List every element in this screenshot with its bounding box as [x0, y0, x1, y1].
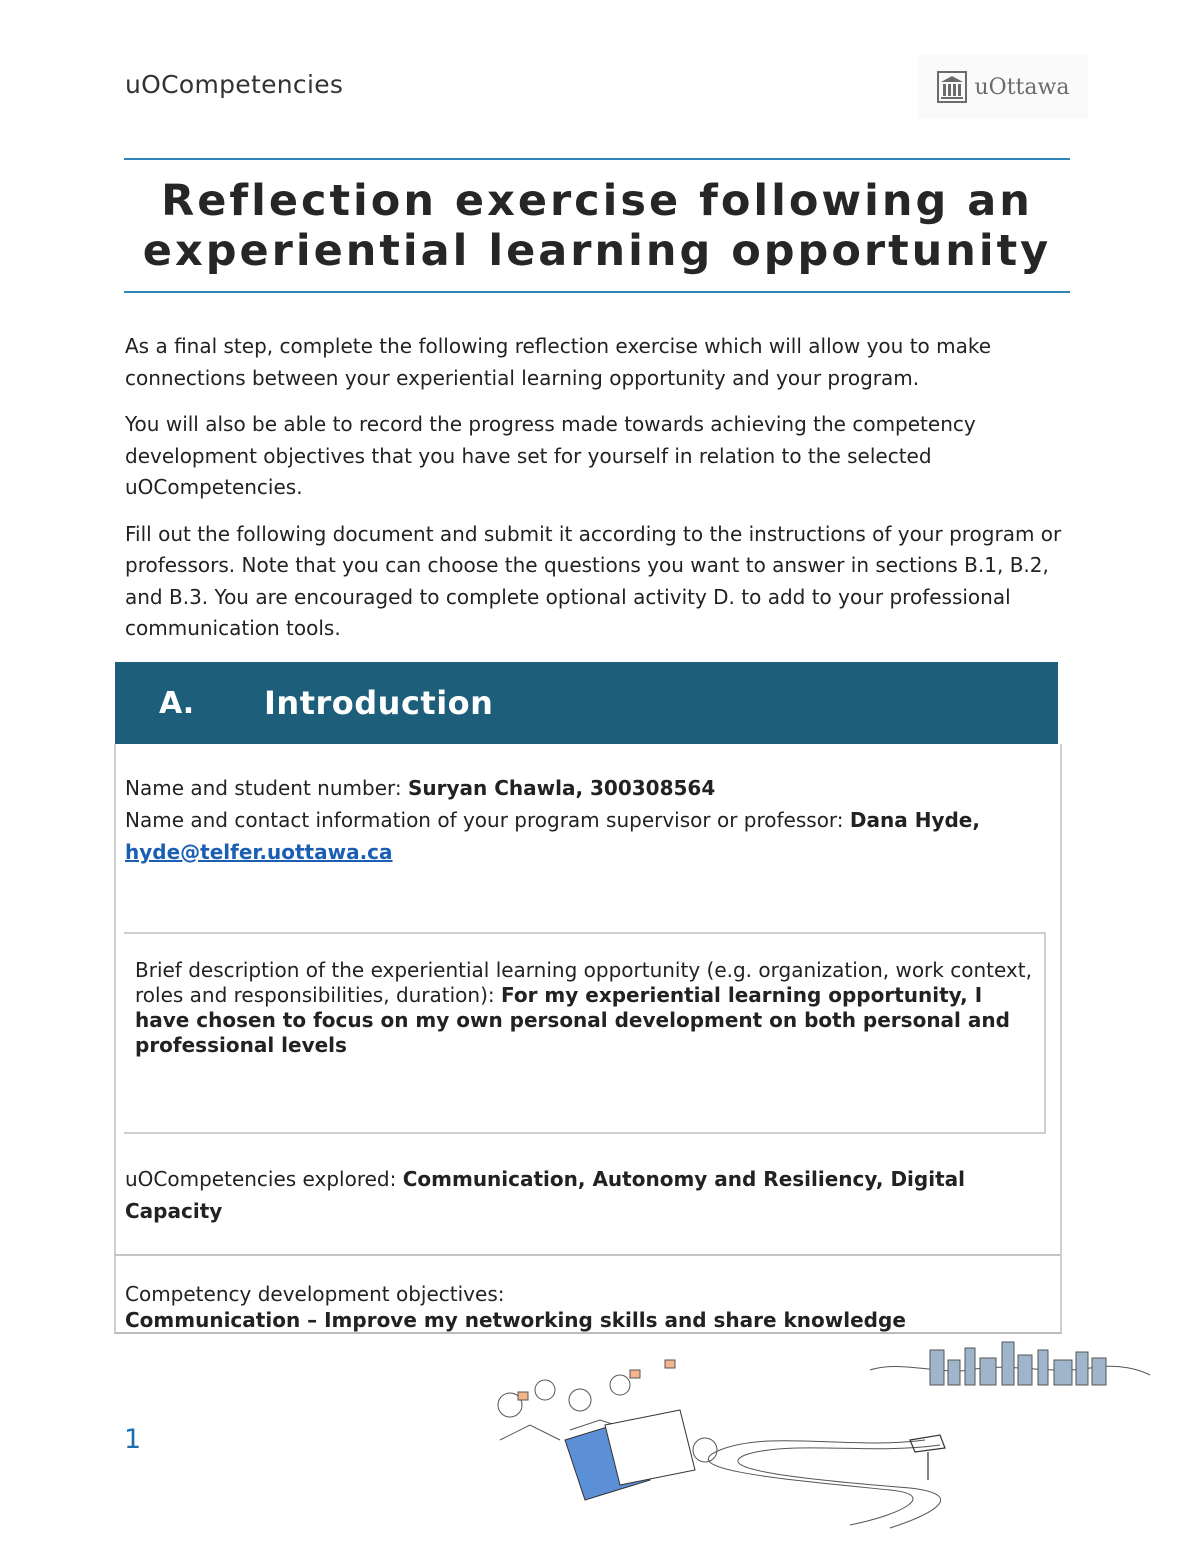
contact-value[interactable]: Dana Hyde, — [849, 808, 980, 832]
competencies-field — [125, 1163, 1045, 1227]
section-letter: A. — [159, 685, 195, 721]
header-brand: uOCompetencies — [125, 70, 344, 99]
title-top-rule — [124, 158, 1070, 160]
title-bottom-rule — [124, 291, 1070, 293]
page-title — [124, 176, 1070, 276]
objectives-value[interactable]: Communication – Improve my networking skills and share knowledge — [125, 1308, 906, 1332]
intro-text — [125, 331, 1065, 660]
objectives-field — [125, 1281, 1055, 1333]
intro-paragraph-1: As a final step, complete the following reflection exercise which will allow you to make connections between your experiential learning opportunity and your program. — [125, 334, 992, 390]
page-number: 1 — [124, 1424, 142, 1455]
university-building-icon — [937, 71, 967, 103]
contact-label: Name and contact information of your program supervisor or professor: — [125, 808, 850, 832]
divider — [114, 1254, 1060, 1256]
email-line — [125, 836, 1055, 868]
name-value[interactable]: Suryan Chawla, 300308564 — [407, 776, 716, 800]
section-title: Introduction — [264, 684, 494, 722]
section-a-header — [115, 662, 1058, 744]
description-field — [135, 958, 1035, 1058]
email-link[interactable]: hyde@telfer.uottawa.ca — [125, 840, 393, 864]
name-field — [125, 772, 1055, 868]
uottawa-logo — [918, 55, 1088, 119]
city-road-illustration — [470, 1330, 1160, 1530]
name-line — [125, 772, 1055, 804]
intro-paragraph-2: You will also be able to record the progress made towards achieving the competency development objectives that you have set for yourself in relation to the selected uOCompetencies. — [125, 412, 976, 499]
title-line-1: Reflection exercise following an — [161, 176, 1033, 226]
intro-paragraph-3: Fill out the following document and submit it according to the instructions of your program or professors. Note that you can choose the questions you want to answer in sections B.1, B.2, and B.3. You are encouraged to complete optional activity D. to add to your professional communication tools. — [125, 521, 1062, 640]
description-label: Brief description of the experiential learning opportunity (e.g. organization, work context, roles and responsibilities, duration): — [135, 958, 1032, 1007]
competencies-value[interactable]: Communication, Autonomy and Resiliency, Digital Capacity — [125, 1167, 965, 1223]
contact-line — [125, 804, 1055, 836]
name-label: Name and student number: — [125, 776, 408, 800]
competencies-label: uOCompetencies explored: — [125, 1167, 403, 1191]
description-value[interactable]: For my experiential learning opportunity, I have chosen to focus on my own personal development on both personal and professional levels — [135, 983, 1010, 1057]
objectives-label: Competency development objectives: — [125, 1282, 505, 1306]
logo-text: uOttawa — [974, 74, 1070, 100]
title-line-2: experiential learning opportunity — [142, 226, 1052, 276]
